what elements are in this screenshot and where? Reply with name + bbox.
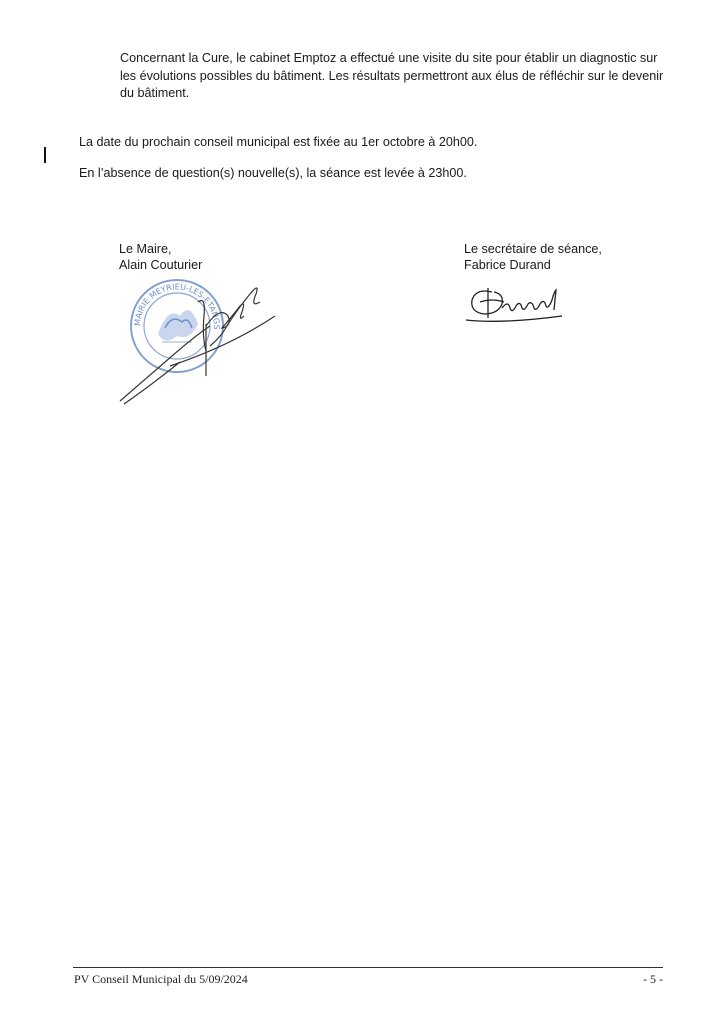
footer-document-title: PV Conseil Municipal du 5/09/2024 xyxy=(74,972,248,986)
paragraph-cure: Concernant la Cure, le cabinet Emptoz a effectué une visite du site pour établir un diagnostic sur les évolutions possibles du bâtiment. Les résultats permettront aux élus de réfléchir sur le devenir du bâtiment. xyxy=(120,51,664,100)
paragraph-next-council: La date du prochain conseil municipal est fixée au 1er octobre à 20h00. xyxy=(79,135,478,149)
secretaire-name: Fabrice Durand xyxy=(464,258,551,272)
signature-block-secretaire xyxy=(464,241,602,273)
footer-page-number: - 5 - xyxy=(643,972,663,986)
secretaire-role: Le secrétaire de séance, xyxy=(464,242,602,256)
maire-role: Le Maire, xyxy=(119,242,172,256)
maire-name: Alain Couturier xyxy=(119,258,203,272)
stamp-text: MAIRIE MEYRIEU-LES-ETANGS xyxy=(132,282,222,330)
signature-block-maire xyxy=(119,241,202,273)
secretaire-signature xyxy=(462,280,572,328)
maire-signature-strokes xyxy=(120,288,275,404)
margin-mark xyxy=(44,147,46,163)
paragraph-closing: En l’absence de question(s) nouvelle(s), la séance est levée à 23h00. xyxy=(79,166,467,180)
footer-rule xyxy=(73,967,663,968)
maire-stamp-and-signature xyxy=(110,276,280,406)
